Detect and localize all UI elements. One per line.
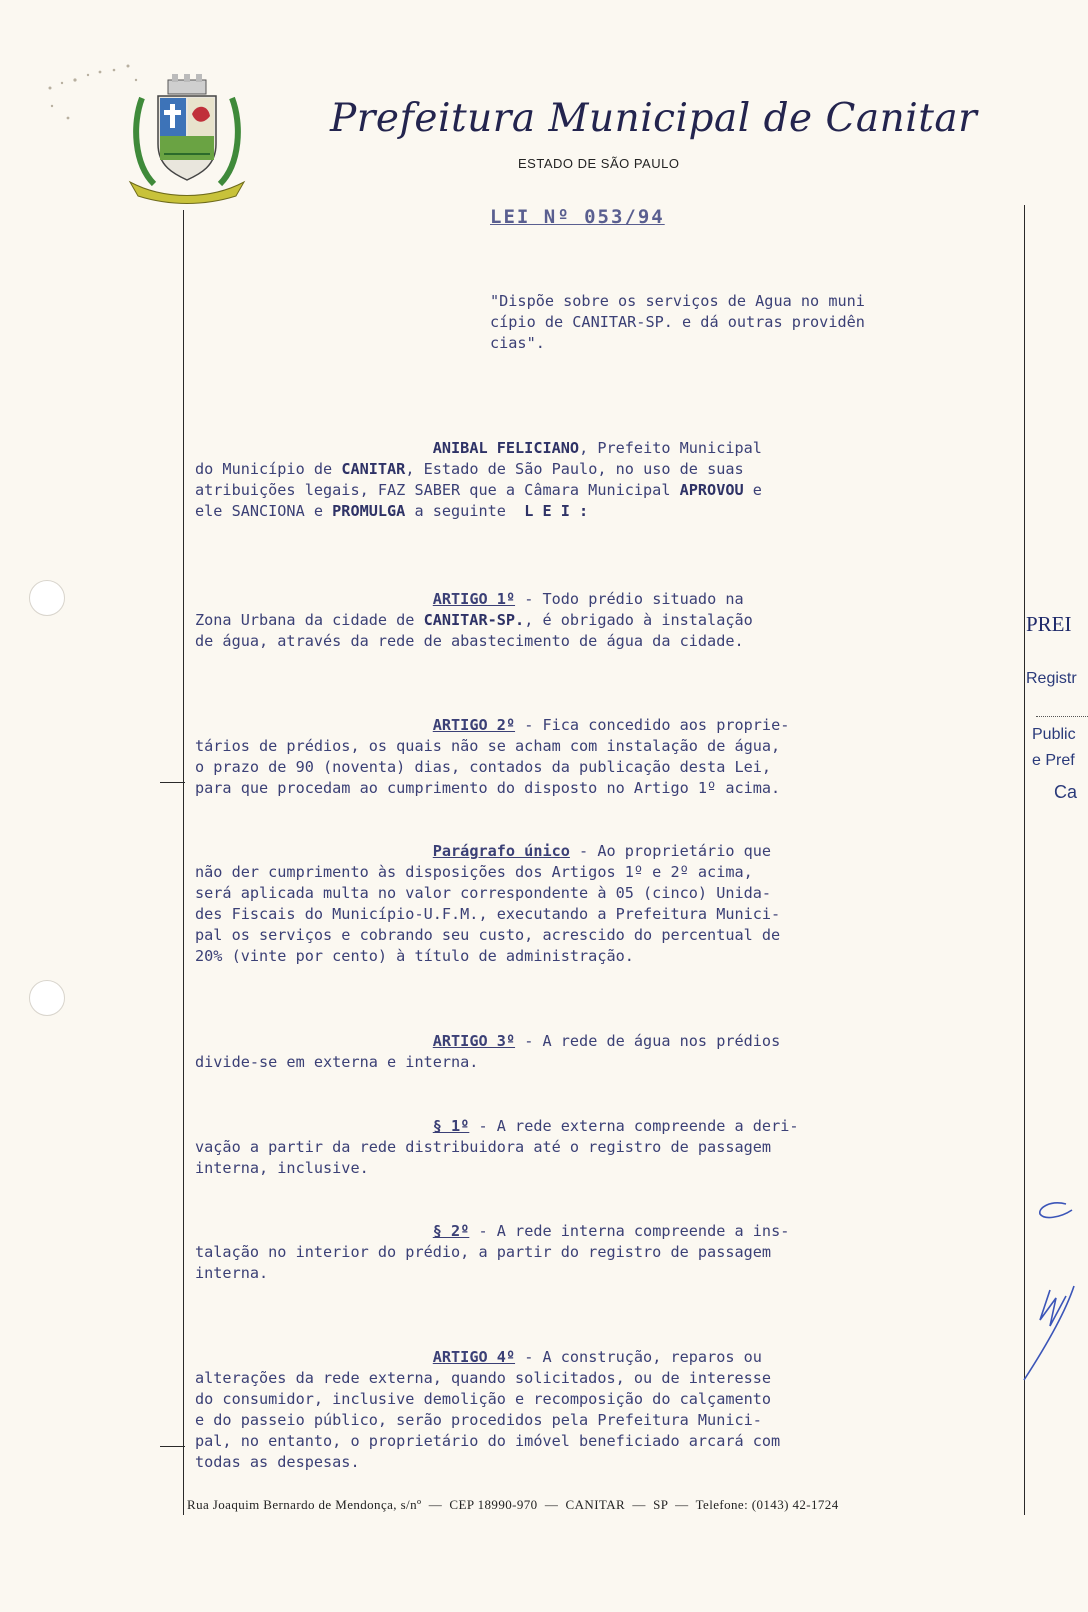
preamble-text: atribuições legais, FAZ SABER que a Câmara Municipal [195,481,680,499]
section-2 [195,1221,789,1284]
article-text: des Fiscais do Município-U.F.M., executando a Prefeitura Munici- [195,905,781,923]
article-text: vação a partir da rede distribuidora até o registro de passagem [195,1138,772,1156]
article-heading: ARTIGO 4º [432,1348,516,1366]
article-text: interna, inclusive. [195,1159,369,1177]
article-4 [195,1347,780,1473]
section-heading: § 2º [432,1222,470,1240]
lei-text: L E I : [524,502,589,520]
punch-hole [29,980,65,1016]
article-text: e do passeio público, serão procedidos pela Prefeitura Munici- [195,1411,762,1429]
summary-line: cípio de CANITAR-SP. e dá outras providên [490,313,865,331]
article-text: - A rede externa compreende a deri- [469,1117,799,1135]
preamble-text: do Município de [195,460,342,478]
article-text: o prazo de 90 (noventa) dias, contados da publicação desta Lei, [195,758,772,776]
article-text: divide-se em externa e interna. [195,1053,479,1071]
margin-tick [160,1446,185,1447]
article-text: 20% (vinte por cento) à título de administração. [195,947,634,965]
stamp-line [1036,716,1088,717]
preamble-text: , Prefeito Municipal [579,439,762,457]
article-text: não der cumprimento às disposições dos Artigos 1º e 2º acima, [195,863,753,881]
preamble-text: a seguinte [405,502,525,520]
summary-line: "Dispõe sobre os serviços de Agua no muni [490,292,865,310]
preamble-text: , Estado de São Paulo, no uso de suas [405,460,744,478]
article-text: - Todo prédio situado na [515,590,744,608]
law-number: LEI Nº 053/94 [490,206,665,228]
article-1 [195,589,753,652]
article-heading: ARTIGO 3º [432,1032,516,1050]
preamble [195,438,762,522]
preamble-text: ele SANCIONA e [195,502,333,520]
article-text: pal os serviços e cobrando seu custo, acrescido do percentual de [195,926,781,944]
stamp-text: PREI [1026,612,1072,636]
summary-line: cias". [490,334,545,352]
article-3 [195,1031,780,1073]
article-text: - Fica concedido aos proprie- [515,716,790,734]
paragraph-heading: Parágrafo único [432,842,570,860]
left-margin-line [183,210,184,1515]
article-text: , é obrigado à instalação [524,611,753,629]
article-text: - Ao proprietário que [569,842,772,860]
punch-hole [29,580,65,616]
article-text: tários de prédios, os quais não se acham com instalação de água, [195,737,781,755]
article-text: de água, através da rede de abastecimento de água da cidade. [195,632,744,650]
article-text: do consumidor, inclusive demolição e recomposição do calçamento [195,1390,772,1408]
stamp-text: Public [1032,726,1076,743]
paragrafo-unico [195,841,780,967]
article-text: - A rede interna compreende a ins- [469,1222,790,1240]
stamp-text: Registr [1026,670,1077,687]
article-text: talação no interior do prédio, a partir do registro de passagem [195,1243,772,1261]
article-text: para que procedam ao cumprimento do disposto no Artigo 1º acima. [195,779,781,797]
handwritten-initials [1010,1180,1088,1390]
article-heading: ARTIGO 2º [432,716,516,734]
margin-tick [160,782,185,783]
preamble-text: e [743,481,762,499]
law-summary [490,291,865,354]
article-text: interna. [195,1264,269,1282]
footer-address: Rua Joaquim Bernardo de Mendonça, s/nº — CEP 18990-970 — CANITAR — SP — Telefone: (0143) 42-1724 [187,1497,839,1512]
municipal-crest-logo [124,74,250,206]
article-text: Zona Urbana da cidade de [195,611,424,629]
stamp-text: e Pref [1032,752,1075,769]
article-2 [195,715,789,799]
article-text: todas as despesas. [195,1453,360,1471]
article-text: - A construção, reparos ou [515,1348,762,1366]
city-name: CANITAR [341,460,406,478]
article-text: - A rede de água nos prédios [515,1032,781,1050]
header-subtitle: ESTADO DE SÃO PAULO [518,156,680,171]
promulga-text: PROMULGA [332,502,406,520]
header-title: Prefeitura Municipal de Canitar [330,96,978,141]
section-heading: § 1º [432,1117,470,1135]
section-1 [195,1116,799,1179]
article-text: será aplicada multa no valor correspondente à 05 (cinco) Unida- [195,884,772,902]
article-heading: ARTIGO 1º [432,590,516,608]
aprovou-text: APROVOU [679,481,744,499]
mayor-name: ANIBAL FELICIANO [432,439,580,457]
stamp-text: Ca [1054,782,1078,802]
article-text: alterações da rede externa, quando solicitados, ou de interesse [195,1369,772,1387]
city-name: CANITAR-SP. [423,611,525,629]
article-text: pal, no entanto, o proprietário do imóvel beneficiado arcará com [195,1432,781,1450]
